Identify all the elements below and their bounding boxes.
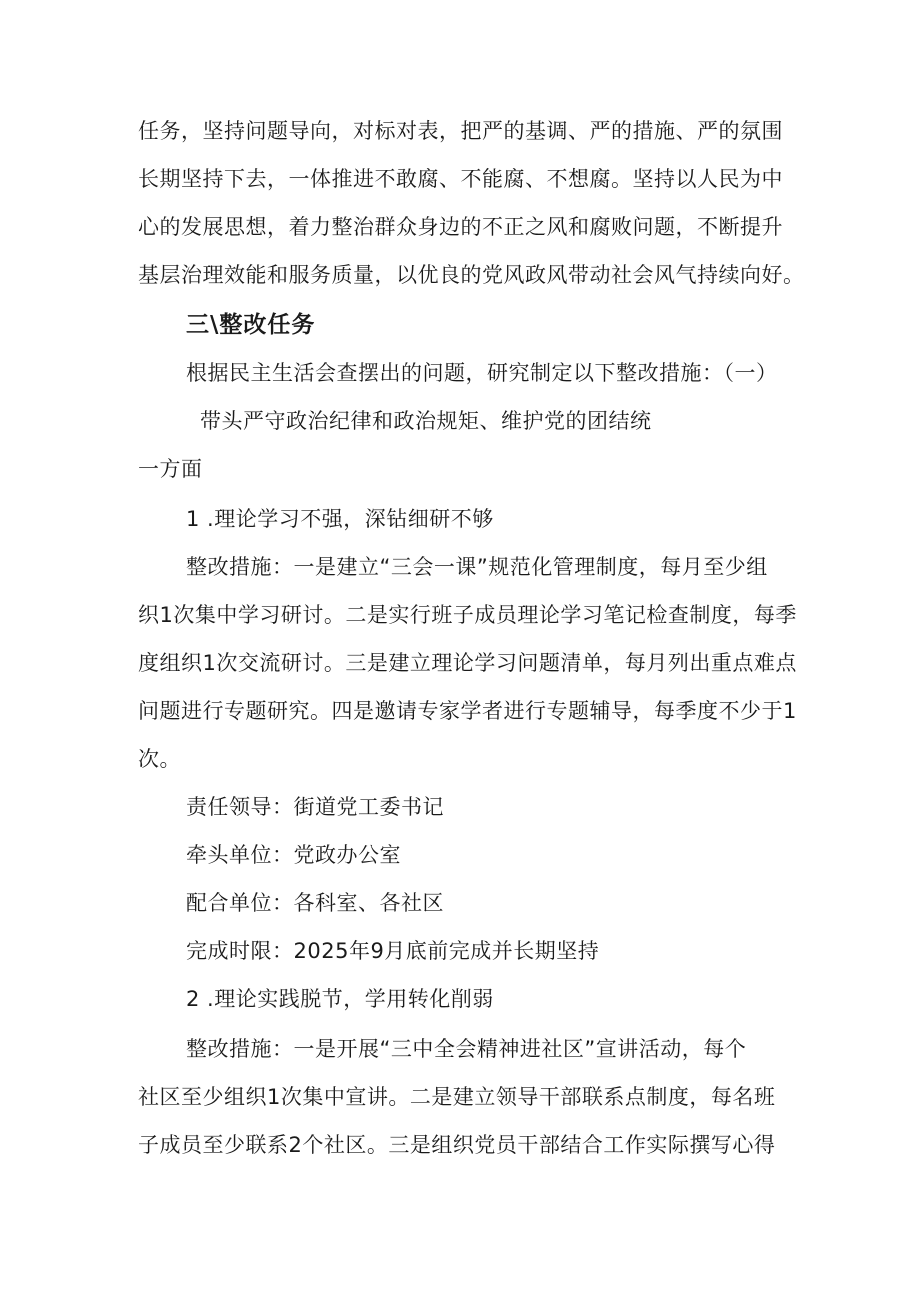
paragraph-line: 基层治理效能和服务质量，以优良的党风政风带动社会风气持续向好。 [138, 263, 805, 287]
item1-leader: 责任领导：街道党工委书记 [186, 795, 444, 819]
item2-measures-line: 子成员至少联系2个社区。三是组织党员干部结合工作实际撰写心得 [138, 1133, 776, 1157]
item1-deadline: 完成时限：2025年9月底前完成并长期坚持 [186, 939, 600, 963]
paragraph-line: 心的发展思想，着力整治群众身边的不正之风和腐败问题，不断提升 [138, 215, 783, 239]
item1-measures-line: 度组织1次交流研讨。三是建立理论学习问题清单，每月列出重点难点 [138, 651, 797, 675]
item1-title: 1 .理论学习不强，深钻细研不够 [186, 507, 494, 531]
intro-measures: 根据民主生活会查摆出的问题，研究制定以下整改措施：（一） [186, 361, 778, 385]
subsection-title-cont: 一方面 [138, 457, 203, 481]
item1-lead-unit: 牵头单位：党政办公室 [186, 843, 401, 867]
item1-measures-line: 织1次集中学习研讨。二是实行班子成员理论学习笔记检查制度，每季 [138, 603, 797, 627]
paragraph-line: 任务，坚持问题导向，对标对表，把严的基调、严的措施、严的氛围 [138, 119, 783, 143]
item2-measures-line: 整改措施：一是开展“三中全会精神进社区”宣讲活动，每个 [186, 1037, 747, 1061]
item2-title: 2 .理论实践脱节，学用转化削弱 [186, 987, 494, 1011]
paragraph-line: 长期坚持下去，一体推进不敢腐、不能腐、不想腐。坚持以人民为中 [138, 167, 783, 191]
item1-measures-line: 次。 [138, 747, 181, 771]
item2-measures-line: 社区至少组织1次集中宣讲。二是建立领导干部联系点制度，每名班 [138, 1085, 776, 1109]
item1-measures-line: 问题进行专题研究。四是邀请专家学者进行专题辅导，每季度不少于1 [138, 699, 797, 723]
item1-measures-line: 整改措施：一是建立“三会一课”规范化管理制度，每月至少组 [186, 555, 768, 579]
subsection-title: 带头严守政治纪律和政治规矩、维护党的团结统 [200, 409, 652, 433]
item1-cooperating-units: 配合单位：各科室、各社区 [186, 891, 444, 915]
section-heading: 三\整改任务 [186, 312, 316, 338]
